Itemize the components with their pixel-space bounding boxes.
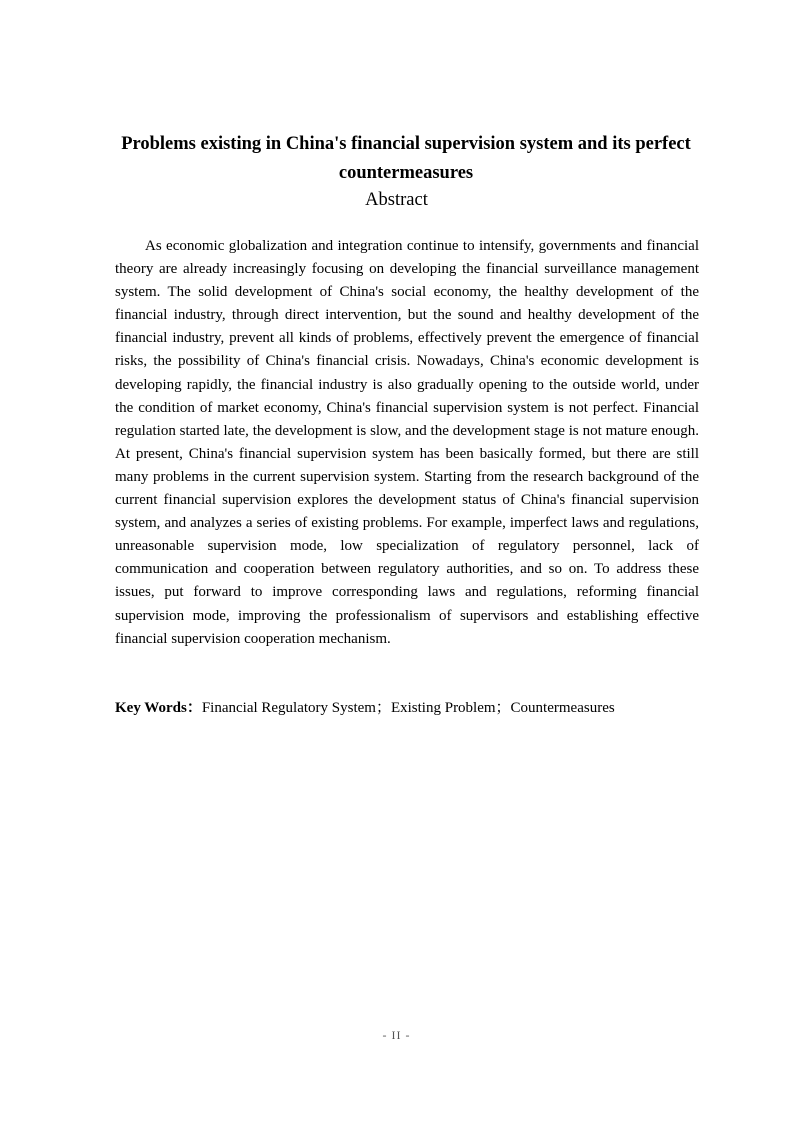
keywords-line [115,697,715,720]
abstract-body: As economic globalization and integration continue to intensify, governments and financial theory are already increasingly focusing on developing the financial surveillance management system. The solid development of China's social economy, the healthy development of the financial industry, through direct intervention, but the sound and healthy development of the financial industry, prevent all kinds of problems, effectively prevent the emergence of financial risks, the possibility of China's financial crisis. Nowadays, China's economic development is developing rapidly, the financial industry is also gradually opening to the outside world, under the condition of market economy, China's financial supervision system is not perfect. Financial regulation started late, the development is slow, and the development stage is not mature enough. At present, China's financial supervision system has been basically formed, but there are still many problems in the current supervision system. Starting from the research background of the current financial supervision explores the development status of China's financial supervision system, and analyzes a series of existing problems. For example, imperfect laws and regulations, unreasonable supervision mode, low specialization of regulatory personnel, lack of communication and cooperation between regulatory authorities, and so on. To address these issues, put forward to improve corresponding laws and regulations, reforming financial supervision mode, improving the professionalism of supervisors and establishing effective financial supervision cooperation mechanism. [115,238,699,647]
keywords-label: Key Words： [115,700,202,716]
abstract-heading: Abstract [365,190,428,210]
document-title: Problems existing in China's financial supervision system and its perfect countermeasures [121,134,691,183]
keywords-list: Financial Regulatory System；Existing Problem；Countermeasures [201,700,615,716]
page-number: - II - [382,1028,411,1042]
